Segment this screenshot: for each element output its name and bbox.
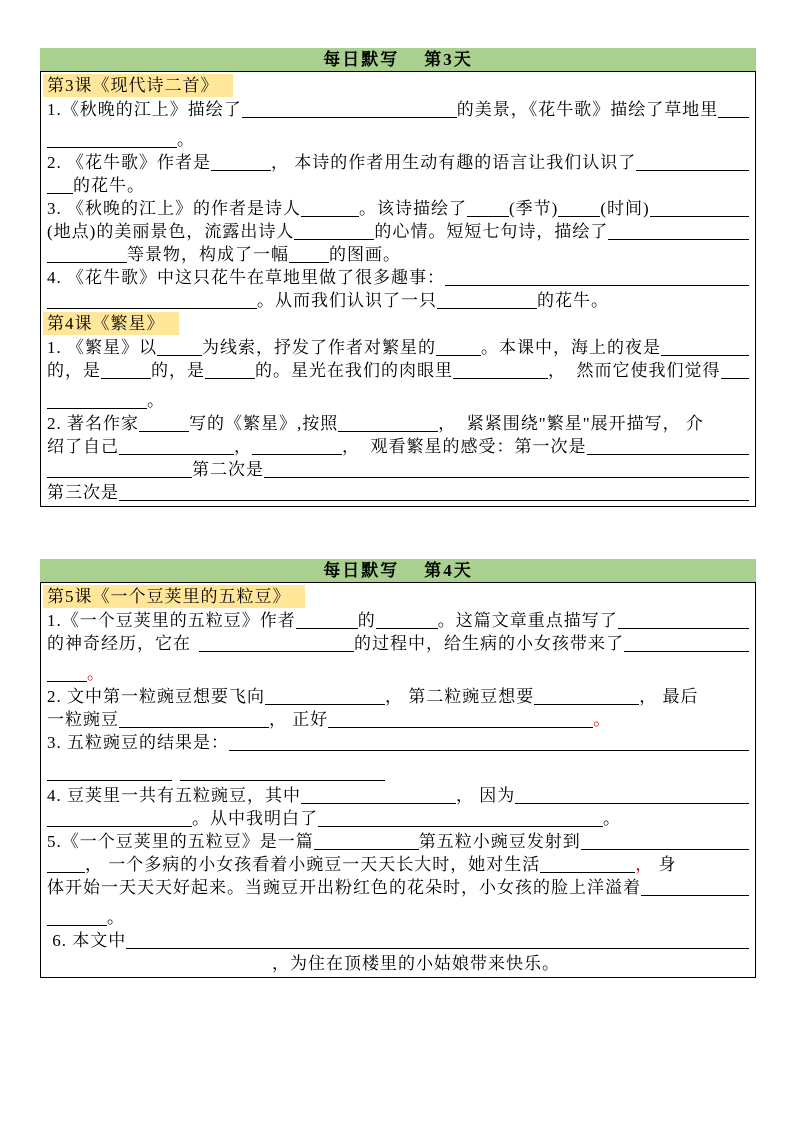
question-text: ， 因为 [456, 786, 516, 805]
question-line [47, 266, 749, 289]
answer-blank [289, 244, 329, 263]
question-text: 2. 《花牛歌》作者是 [47, 153, 211, 172]
answer-blank [101, 360, 151, 379]
question-text: 等景物，构成了一幅 [127, 245, 289, 264]
answer-blank [376, 610, 438, 629]
question-line [47, 435, 749, 458]
question-text: ， 一个多病的小女孩看着小豌豆一天天长大时，她对生活 [85, 855, 541, 874]
dictation-table-day3 [40, 48, 756, 507]
question-text: (季节) [509, 199, 559, 218]
question-line [47, 876, 749, 899]
answer-blank [229, 732, 749, 751]
answer-blank [445, 267, 749, 286]
spacer [191, 645, 199, 655]
question-text-red: ， [635, 855, 654, 874]
question-area [40, 71, 756, 507]
question-text: 。 [147, 391, 165, 410]
question-text: 一粒豌豆 [47, 710, 119, 729]
table-title-bar: 每日默写 第4天 [40, 559, 756, 582]
answer-blank [47, 907, 107, 926]
answer-blank [252, 436, 342, 455]
question-text-red: 。 [593, 710, 612, 729]
answer-blank [139, 413, 189, 432]
answer-blank [661, 337, 749, 356]
question-line [47, 220, 749, 243]
question-text: 1. 《繁星》以 [47, 338, 157, 357]
answer-blank [718, 99, 749, 118]
question-area [40, 582, 756, 978]
question-line [47, 609, 749, 632]
question-text: 的 [357, 611, 376, 630]
lesson-heading-row [47, 74, 749, 98]
question-line [47, 151, 749, 174]
question-line [47, 359, 749, 382]
question-text: ， 紧紧围绕"繁星"展开描写， 介 [438, 414, 704, 433]
answer-blank [294, 221, 374, 240]
question-text: 的过程中，给生病的小女孩带来了 [354, 634, 624, 653]
answer-blank [581, 831, 749, 850]
answer-blank [265, 686, 385, 705]
question-text: 。 [107, 908, 125, 927]
spacer [172, 774, 180, 784]
answer-blank [296, 610, 358, 629]
question-line [47, 708, 749, 731]
answer-blank [47, 808, 192, 827]
question-text: 。本课中，海上的夜是 [481, 338, 661, 357]
question-line [47, 128, 749, 151]
question-text: 1.《一个豆荚里的五粒豆》作者 [47, 611, 296, 630]
question-line [47, 412, 749, 435]
question-text: (地点)的美丽景色，流露出诗人 [47, 222, 295, 241]
answer-blank [242, 99, 457, 118]
question-text: 。从中我明白了 [192, 809, 318, 828]
question-line [47, 830, 749, 853]
lesson-heading: 第5课《一个豆荚里的五粒豆》 [43, 585, 305, 608]
question-line [47, 458, 749, 481]
answer-blank [157, 337, 202, 356]
answer-blank [540, 854, 635, 873]
question-text: 的，是 [151, 361, 205, 380]
answer-blank [47, 290, 257, 309]
question-line [47, 289, 749, 312]
answer-blank [264, 459, 749, 478]
question-text: 6. 本文中 [47, 931, 127, 950]
question-text: 的神奇经历，它在 [47, 634, 191, 653]
answer-blank [618, 610, 749, 629]
answer-blank [47, 459, 192, 478]
question-line [47, 784, 749, 807]
question-text: 的花牛。 [73, 176, 145, 195]
question-line [47, 481, 749, 504]
answer-blank [47, 663, 87, 682]
question-text: 2. 著名作家 [47, 414, 139, 433]
question-line [47, 685, 749, 708]
question-text: 2. 文中第一粒豌豆想要飞向 [47, 687, 265, 706]
question-text: 5.《一个豆荚里的五粒豆》是一篇 [47, 832, 314, 851]
answer-blank [211, 152, 271, 171]
answer-blank [47, 390, 147, 409]
question-text: 身 [653, 855, 677, 874]
answer-blank [587, 436, 750, 455]
question-text: ， 最后 [639, 687, 699, 706]
answer-blank [437, 290, 537, 309]
question-line [47, 807, 749, 830]
answer-blank [558, 198, 600, 217]
worksheet-content [40, 48, 756, 1030]
question-text: ， 本诗的作者用生动有趣的语言让我们认识了 [271, 153, 637, 172]
answer-blank [467, 198, 509, 217]
answer-blank [338, 413, 438, 432]
question-text: 。 [603, 809, 621, 828]
question-line [47, 632, 749, 655]
question-text: 第二次是 [192, 460, 264, 479]
question-text: 3. 《秋晚的江上》的作者是诗人 [47, 199, 301, 218]
question-text: ， [234, 437, 252, 456]
question-text: 3. 五粒豌豆的结果是： [47, 733, 229, 752]
question-line [47, 761, 749, 784]
dictation-table-day4 [40, 559, 756, 978]
question-text: 的，是 [47, 361, 101, 380]
answer-blank [328, 709, 593, 728]
answer-blank [301, 198, 359, 217]
answer-blank [318, 808, 603, 827]
answer-blank [47, 244, 127, 263]
question-text: 体开始一天天天好起来。当豌豆开出粉红色的花朵时，小女孩的脸上洋溢着 [47, 878, 641, 897]
answer-blank [534, 686, 639, 705]
question-text: ，为住在顶楼里的小姑娘带来快乐。 [272, 954, 560, 973]
question-text-red: 。 [87, 664, 105, 683]
question-line [47, 662, 749, 685]
answer-blank [119, 436, 234, 455]
table-title-bar: 每日默写 第3天 [40, 48, 756, 71]
question-text: 的。星光在我们的肉眼里 [255, 361, 453, 380]
question-text: 第三次是 [47, 483, 119, 502]
answer-blank [205, 360, 255, 379]
answer-blank [47, 762, 172, 781]
answer-blank [721, 360, 750, 379]
lesson-heading-row [47, 312, 749, 336]
question-text: 的心情。短短七句诗，描绘了 [374, 222, 609, 241]
answer-blank [119, 709, 269, 728]
answer-blank [301, 785, 456, 804]
answer-blank [636, 152, 749, 171]
question-text: ， 观看繁星的感受：第一次是 [342, 437, 587, 456]
answer-blank [180, 762, 385, 781]
answer-blank [453, 360, 548, 379]
question-text: 4. 《花牛歌》中这只花牛在草地里做了很多趣事： [47, 268, 445, 287]
question-text: 。这篇文章重点描写了 [437, 611, 618, 630]
question-text: ， 然而它使我们觉得 [548, 361, 721, 380]
question-line [47, 929, 749, 952]
answer-blank [199, 633, 354, 652]
question-text: 绍了自己 [47, 437, 119, 456]
answer-blank [641, 877, 749, 896]
answer-blank [47, 175, 73, 194]
question-text: 的花牛。 [537, 291, 609, 310]
question-text: 。从而我们认识了一只 [257, 291, 437, 310]
answer-blank [47, 854, 85, 873]
lesson-heading-row [47, 585, 749, 609]
question-line [47, 389, 749, 412]
answer-blank [119, 482, 749, 501]
question-text: 为线索，抒发了作者对繁星的 [202, 338, 436, 357]
question-line [47, 853, 749, 876]
question-line [47, 174, 749, 197]
answer-blank [436, 337, 481, 356]
question-line [47, 952, 749, 975]
question-line [47, 243, 749, 266]
question-text: ， 正好 [269, 710, 329, 729]
question-text: 的美景，《花牛歌》描绘了草地里 [456, 100, 719, 119]
question-line [47, 197, 749, 220]
answer-blank [515, 785, 749, 804]
question-text: 。该诗描绘了 [359, 199, 467, 218]
question-text: 的图画。 [329, 245, 401, 264]
question-text: 1.《秋晚的江上》描绘了 [47, 100, 242, 119]
lesson-heading: 第3课《现代诗二首》 [43, 74, 233, 97]
question-text: 。 [177, 130, 195, 149]
question-text: 写的《繁星》,按照 [189, 414, 339, 433]
question-line [47, 906, 749, 929]
spacer [47, 965, 272, 975]
lesson-heading: 第4课《繁星》 [43, 312, 179, 335]
question-text: ， 第二粒豌豆想要 [385, 687, 535, 706]
answer-blank [126, 930, 749, 949]
answer-blank [47, 129, 177, 148]
question-line [47, 731, 749, 754]
answer-blank [608, 221, 749, 240]
answer-blank [314, 831, 419, 850]
question-line [47, 336, 749, 359]
question-text: 第五粒小豌豆发射到 [418, 832, 581, 851]
answer-blank [650, 198, 749, 217]
answer-blank [624, 633, 749, 652]
question-text: (时间) [600, 199, 650, 218]
question-text: 4. 豆荚里一共有五粒豌豆，其中 [47, 786, 301, 805]
question-line [47, 98, 749, 121]
